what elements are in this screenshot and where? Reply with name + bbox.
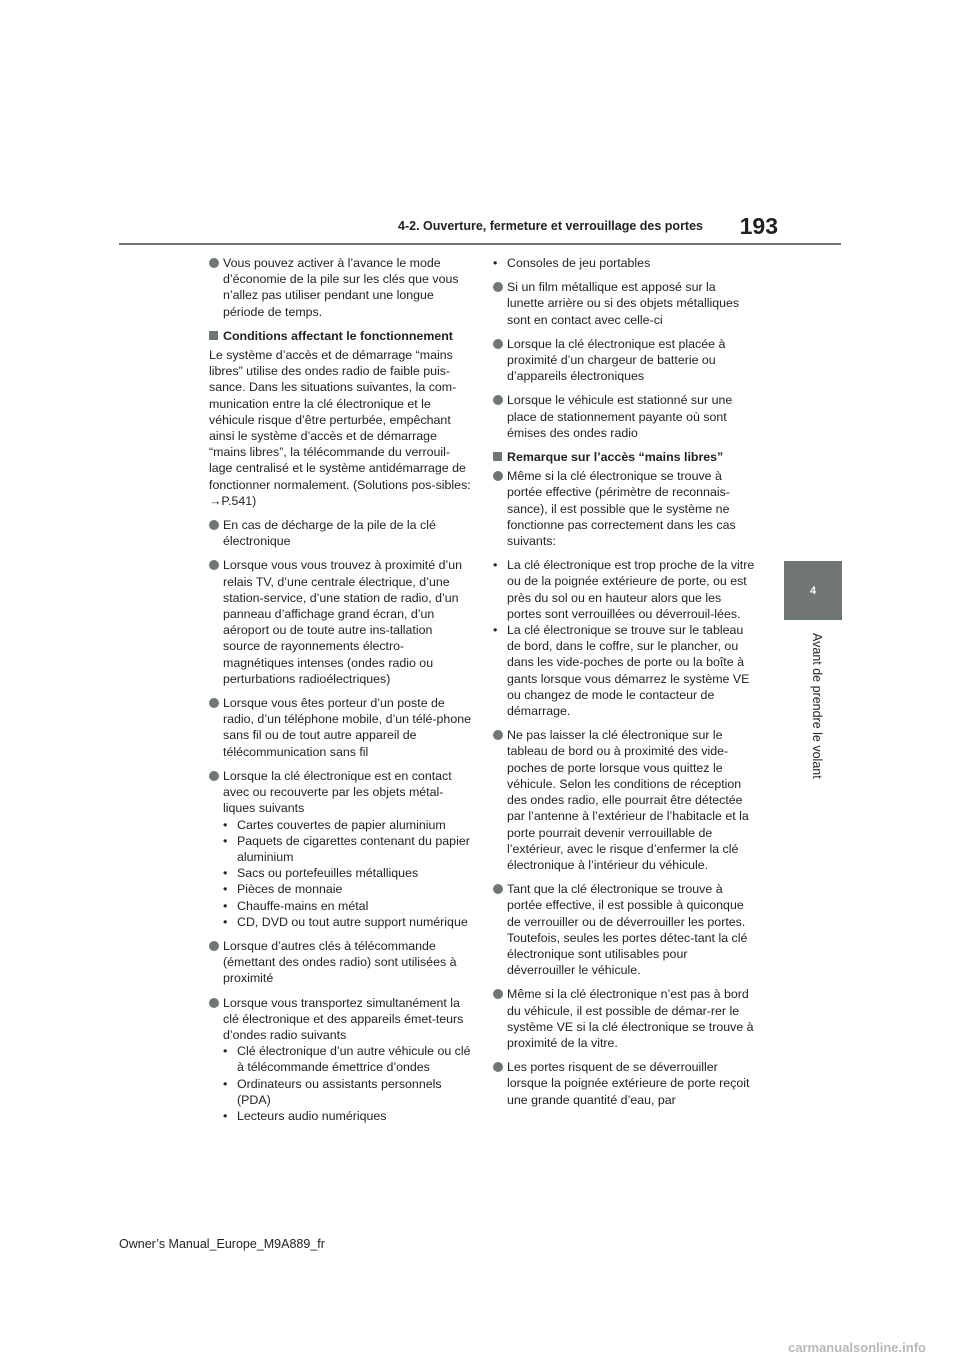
bullet-item: Même si la clé électronique n’est pas à bord du véhicule, il est possible de démar-rer le système VE si la clé électronique se trouve à proximité de la vitre. <box>493 986 755 1051</box>
list-item: • Chauffe-mains en métal <box>223 898 369 913</box>
right-column <box>493 255 755 1116</box>
list-item: • La clé électronique est trop proche de la vitre ou de la poignée extérieure de porte, ou est près du sol ou en hauteur alors que les portes sont verrouillées ou déverrouil-lées. <box>493 558 755 621</box>
paragraph: Le système d’accès et de démarrage “mains libres” utilise des ondes radio de faible puis-sance. Dans les situations suivantes, la com-munication entre la clé électronique et le véhicule risque d’être perturbée, empêchant ainsi le système d’accès et de démarrage “mains libres”, la télécommande du verrouil-lage centralisé et le système antidémarrage de fonctionner normalement. (Solutions pos-sibles: →P.541) <box>209 348 471 508</box>
bullet-dot-icon <box>209 560 219 570</box>
bullet-dot-icon <box>209 998 219 1008</box>
watermark: carmanualsonline.info <box>788 1340 926 1355</box>
square-marker-icon <box>209 331 218 340</box>
bullet-dot-icon <box>493 395 503 405</box>
bullet-item: Lorsque la clé électronique est placée à proximité d’un chargeur de batterie ou d’appareils électroniques <box>493 336 755 385</box>
bullet-dot-icon <box>209 520 219 530</box>
bullet-dot-icon <box>209 698 219 708</box>
bullet-dot-icon <box>209 771 219 781</box>
bullet-item: Lorsque la clé électronique est en contact avec ou recouverte par les objets métal-liques suivants • Cartes couvertes de papier aluminium • Paquets de cigarettes contenant du papier aluminium • Sacs ou portefeuilles métalliques • Pièces de monnaie • Chauffe-mains en métal • CD, DVD ou tout autre support numérique <box>209 768 471 930</box>
bullet-dot-icon <box>493 730 503 740</box>
list-item: • Lecteurs audio numériques <box>223 1108 387 1123</box>
list-item: • Pièces de monnaie <box>223 882 343 897</box>
bullet-item: Même si la clé électronique se trouve à portée effective (périmètre de reconnais-sance), il est possible que le système ne fonctionne pas correctement dans les cas suivants: <box>493 468 755 549</box>
bullet-item: Tant que la clé électronique se trouve à portée effective, il est possible à quiconque de verrouiller ou de déverrouiller les portes. Toutefois, seules les portes détec-tant la clé électronique sont utilisables pour déverrouiller le véhicule. <box>493 881 755 978</box>
sub-list <box>223 1043 471 1124</box>
bullet-dot-icon <box>493 1062 503 1072</box>
list-item: • Paquets de cigarettes contenant du papier aluminium <box>223 833 470 864</box>
list-item: • Sacs ou portefeuilles métalliques <box>223 866 419 881</box>
section-heading: Remarque sur l’accès “mains libres” <box>493 449 755 465</box>
bullet-dot-icon <box>493 884 503 894</box>
section-heading: Conditions affectant le fonctionnement <box>209 328 471 344</box>
bullet-item: Lorsque le véhicule est stationné sur une place de stationnement payante où sont émises des ondes radio <box>493 392 755 441</box>
list-item: • Consoles de jeu portables <box>493 256 651 270</box>
bullet-item: En cas de décharge de la pile de la clé électronique <box>209 517 471 549</box>
list-item: • Clé électronique d’un autre véhicule ou clé à télécommande émettrice d’ondes <box>223 1044 471 1075</box>
bullet-item: Lorsque d’autres clés à télécommande (émettant des ondes radio) sont utilisées à proximité <box>209 938 471 987</box>
bullet-dot-icon <box>209 941 219 951</box>
chapter-label: Avant de prendre le volant <box>810 633 824 779</box>
bullet-dot-icon <box>493 471 503 481</box>
bullet-dot-icon <box>493 339 503 349</box>
sub-list <box>223 817 471 930</box>
bullet-item: Lorsque vous vous trouvez à proximité d’un relais TV, d’une centrale électrique, d’une station-service, d’une station de radio, d’un panneau d’affichage grand écran, d’un aéroport ou de toute autre ins-tallation source de rayonnements électro-magnétiques intenses (ondes radio ou perturbations radioélectriques) <box>209 557 471 687</box>
bullet-item: Lorsque vous transportez simultanément la clé électronique et des appareils émet-teurs d’ondes radio suivants • Clé électronique d’un autre véhicule ou clé à télécommande émettrice d’ondes • Ordinateurs ou assistants personnels (PDA) • Lecteurs audio numériques <box>209 995 471 1125</box>
bullet-dot-icon <box>493 989 503 999</box>
list-item: • Ordinateurs ou assistants personnels (PDA) <box>223 1076 442 1107</box>
left-column <box>209 255 471 1132</box>
bullet-item: Lorsque vous êtes porteur d’un poste de radio, d’un téléphone mobile, d’un télé-phone sans fil ou de tout autre appareil de télécommunication sans fil <box>209 695 471 760</box>
bullet-item: Ne pas laisser la clé électronique sur le tableau de bord ou à proximité des vide-poches de porte lorsque vous quittez le véhicule. Selon les conditions de réception des ondes radio, elle pourrait être détectée par l’antenne à l’extérieur de l’habitacle et la porte pourrait devenir verrouillable de l’extérieur, avec le risque d’enfermer la clé électronique à l’intérieur du véhicule. <box>493 727 755 873</box>
page-number: 193 <box>739 213 778 239</box>
bullet-dot-icon <box>209 258 219 268</box>
bullet-item: Vous pouvez activer à l’avance le mode d’économie de la pile sur les clés que vous n’allez pas utiliser pendant une longue période de temps. <box>209 255 471 320</box>
bullet-item: Les portes risquent de se déverrouiller lorsque la poignée extérieure de porte reçoit une grande quantité d’eau, par <box>493 1059 755 1108</box>
bullet-item: Si un film métallique est apposé sur la lunette arrière ou si des objets métalliques sont en contact avec celle-ci <box>493 279 755 328</box>
square-marker-icon <box>493 452 502 461</box>
list-item: • Cartes couvertes de papier aluminium <box>223 817 446 832</box>
list-item: • CD, DVD ou tout autre support numérique <box>223 914 468 929</box>
chapter-tab <box>784 561 842 620</box>
section-title: 4-2. Ouverture, fermeture et verrouillage des portes <box>398 219 703 233</box>
bullet-dot-icon <box>493 282 503 292</box>
header-divider <box>119 243 841 245</box>
list-item: • La clé électronique se trouve sur le tableau de bord, dans le coffre, sur le plancher, ou dans les vide-poches de porte ou la boîte à gants lorsque vous démarrez le système VE ou changez de mode le contacteur de démarrage. <box>493 623 750 719</box>
chapter-number: 4 <box>809 584 817 597</box>
footer-text: Owner’s Manual_Europe_M9A889_fr <box>119 1237 325 1251</box>
